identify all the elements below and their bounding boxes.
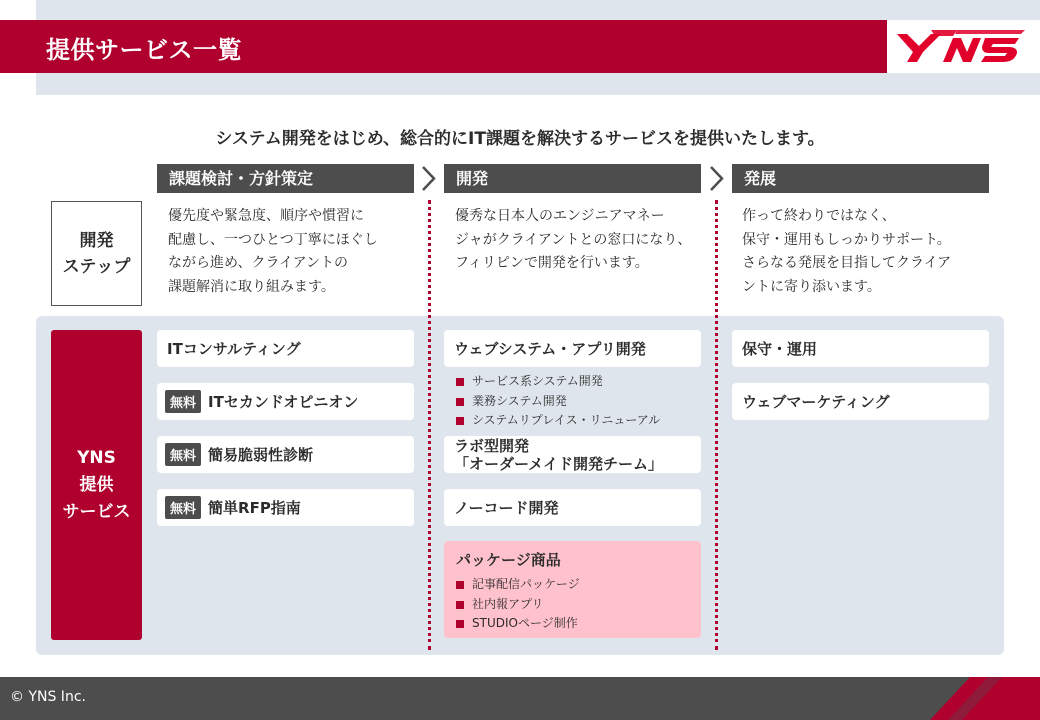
title-bar <box>0 20 887 73</box>
free-badge: 無料 <box>165 496 201 519</box>
steps-row-label-text: 開発 ステップ <box>62 230 131 277</box>
service-web-marketing[interactable] <box>732 383 989 420</box>
footer <box>0 677 1040 720</box>
phase-header-development: 開発 <box>444 164 701 193</box>
free-badge: 無料 <box>165 390 201 413</box>
copyright: © YNS Inc. <box>10 689 86 705</box>
service-label: ノーコード開発 <box>454 499 559 517</box>
chevron-right-icon <box>707 164 727 193</box>
package-title: パッケージ商品 <box>456 551 561 569</box>
service-lab-development[interactable] <box>444 436 701 473</box>
service-label: ITセカンドオピニオン <box>208 393 359 411</box>
phase-description-planning: 優先度や緊急度、順序や慣習に 配慮し、一つひとつ丁寧にほぐし ながら進め、クライアントの 課題解消に取り組みます。 <box>168 208 378 295</box>
service-label: ウェブシステム・アプリ開発 <box>454 340 646 358</box>
column-divider <box>715 200 718 650</box>
package-sublist <box>455 575 580 634</box>
chevron-right-icon <box>419 164 439 193</box>
phase-header-planning: 課題検討・方針策定 <box>157 164 414 193</box>
free-badge: 無料 <box>165 443 201 466</box>
list-item: システムリプレイス・リニューアル <box>455 411 660 431</box>
service-maintenance-operation[interactable] <box>732 330 989 367</box>
web-development-sublist <box>455 372 660 431</box>
page-title: 提供サービス一覧 <box>46 36 242 64</box>
list-item: 業務システム開発 <box>455 392 660 412</box>
footer-accent-icon <box>930 677 1040 720</box>
service-rfp-guidance[interactable] <box>157 489 414 526</box>
list-item: STUDIOページ制作 <box>455 614 580 634</box>
logo <box>887 20 1040 73</box>
service-label: 簡易脆弱性診断 <box>208 446 314 464</box>
service-it-second-opinion[interactable] <box>157 383 414 420</box>
service-web-app-development[interactable] <box>444 330 701 367</box>
column-divider <box>428 200 431 650</box>
services-row-label: YNS 提供 サービス <box>51 330 142 640</box>
service-it-consulting[interactable] <box>157 330 414 367</box>
intro-text: システム開発をはじめ、総合的にIT課題を解決するサービスを提供いたします。 <box>215 129 825 149</box>
phase-description-growth: 作って終わりではなく、 保守・運用もしっかりサポート。 さらなる発展を目指してクライア ントに寄り添います。 <box>742 208 952 295</box>
service-nocode-development[interactable] <box>444 489 701 526</box>
list-item: サービス系システム開発 <box>455 372 660 392</box>
yns-logo-icon <box>897 26 1027 68</box>
steps-row-label <box>51 201 142 306</box>
list-item: 記事配信パッケージ <box>455 575 580 595</box>
phase-header-growth: 発展 <box>732 164 989 193</box>
service-label: 簡単RFP指南 <box>208 499 301 517</box>
service-vulnerability-check[interactable] <box>157 436 414 473</box>
service-label: ラボ型開発 「オーダーメイド開発チーム」 <box>454 436 663 473</box>
service-label: ウェブマーケティング <box>742 393 890 411</box>
phase-description-development: 優秀な日本人のエンジニアマネー ジャがクライアントとの窓口になり、 フィリピンで開発を行います。 <box>455 208 692 271</box>
service-label: ITコンサルティング <box>167 340 301 358</box>
service-label: 保守・運用 <box>742 340 818 358</box>
list-item: 社内報アプリ <box>455 595 580 615</box>
package-products-card[interactable] <box>444 541 701 638</box>
